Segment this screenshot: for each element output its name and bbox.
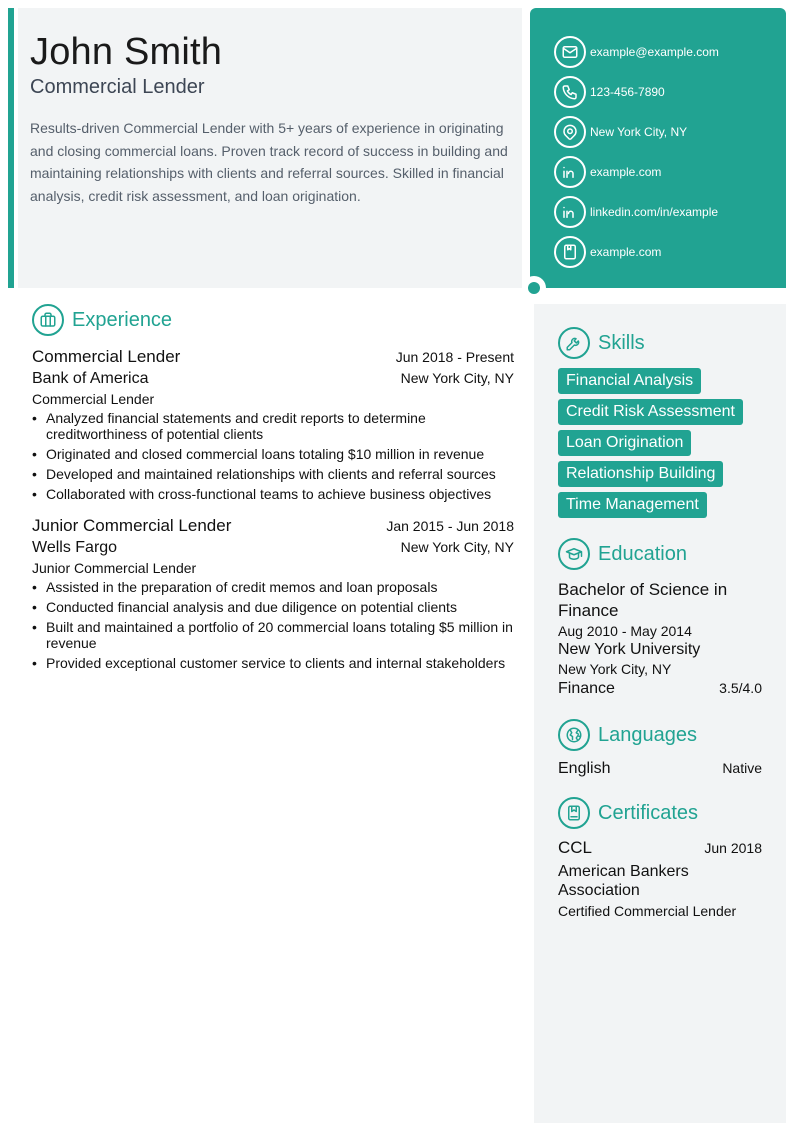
job-bullets	[32, 410, 514, 502]
bullet-item: • Developed and maintained relationships with clients and referral sources	[32, 466, 514, 482]
sidebar	[534, 304, 786, 1123]
job-bullets	[32, 579, 514, 671]
candidate-name: John Smith	[30, 31, 223, 73]
bullet-item: • Analyzed financial statements and credit reports to determine creditworthiness of potential clients	[32, 410, 514, 442]
contact-linkedin[interactable]	[530, 192, 786, 232]
header	[18, 8, 522, 288]
job-dates: Jan 2015 - Jun 2018	[386, 518, 514, 534]
certificates-header	[558, 796, 762, 830]
education-header	[558, 537, 762, 571]
skill-chip: Relationship Building	[558, 461, 723, 487]
certificate-name: CCL	[558, 838, 593, 857]
contact-email[interactable]	[530, 32, 786, 72]
certificates-title: Certificates	[598, 801, 699, 824]
email-text: example@example.com	[590, 45, 719, 59]
skill-chip: Financial Analysis	[558, 368, 701, 394]
skills-list	[558, 368, 762, 523]
summary: Results-driven Commercial Lender with 5+ years of experience in originating and closing commercial loans. Proven track record of success in building and maintaining relationships with clients and referral sources. Skilled in financial analysis, credit risk assessment, and loan origination.	[30, 120, 508, 204]
bullet-item: • Conducted financial analysis and due diligence on potential clients	[32, 599, 514, 615]
job-title: Junior Commercial Lender	[32, 516, 232, 535]
school: New York University	[558, 641, 701, 658]
job-location: New York City, NY	[400, 370, 514, 386]
portfolio-text: example.com	[590, 245, 662, 259]
website-text: example.com	[590, 165, 662, 179]
envelope-icon	[554, 36, 586, 68]
job-company: Bank of America	[32, 370, 149, 387]
skill-chip: Time Management	[558, 492, 707, 518]
languages-header	[558, 718, 762, 752]
skill-chip: Credit Risk Assessment	[558, 399, 743, 425]
portfolio-icon	[554, 236, 586, 268]
contact-phone[interactable]	[530, 72, 786, 112]
contact-panel	[530, 8, 786, 288]
location-text: New York City, NY	[590, 125, 688, 139]
phone-icon	[554, 76, 586, 108]
job-dates: Jun 2018 - Present	[395, 349, 514, 365]
map-pin-icon	[554, 116, 586, 148]
language-name: English	[558, 760, 611, 777]
skills-title: Skills	[598, 331, 645, 354]
bullet-item: • Collaborated with cross-functional teams to achieve business objectives	[32, 486, 514, 502]
briefcase-icon	[32, 304, 64, 336]
linkedin-text: linkedin.com/in/example	[590, 205, 719, 219]
experience-header	[32, 303, 514, 337]
contact-website[interactable]	[530, 152, 786, 192]
education-dates: Aug 2010 - May 2014	[558, 623, 692, 639]
job-entry	[32, 516, 514, 671]
contact-portfolio[interactable]	[530, 232, 786, 272]
certificate-icon	[558, 797, 590, 829]
header-accent-bar	[8, 8, 14, 288]
education-title: Education	[598, 542, 687, 565]
job-title: Commercial Lender	[32, 347, 181, 366]
contact-location	[530, 112, 786, 152]
certificate-issuer: American Bankers Association	[558, 863, 689, 899]
experience-section	[32, 303, 514, 675]
bullet-item: • Originated and closed commercial loans totaling $10 million in revenue	[32, 446, 514, 462]
language-level: Native	[722, 760, 762, 776]
bullet-item: • Assisted in the preparation of credit memos and loan proposals	[32, 579, 514, 595]
gpa: 3.5/4.0	[719, 680, 762, 696]
linkedin-icon	[554, 196, 586, 228]
certificate-date: Jun 2018	[704, 840, 762, 856]
job-role: Commercial Lender	[32, 391, 155, 407]
skills-header	[558, 326, 762, 360]
experience-title: Experience	[72, 308, 173, 331]
candidate-title: Commercial Lender	[30, 76, 205, 98]
timeline-dot	[522, 276, 546, 300]
bullet-item: • Built and maintained a portfolio of 20 commercial loans totaling $5 million in revenue	[32, 619, 514, 651]
globe-icon	[558, 719, 590, 751]
linkedin-icon	[554, 156, 586, 188]
field-of-study: Finance	[558, 680, 615, 697]
degree: Bachelor of Science in Finance	[558, 580, 728, 620]
wrench-icon	[558, 327, 590, 359]
job-entry	[32, 347, 514, 502]
language-item	[558, 760, 762, 778]
job-location: New York City, NY	[400, 539, 514, 555]
job-role: Junior Commercial Lender	[32, 560, 197, 576]
job-company: Wells Fargo	[32, 539, 118, 556]
languages-title: Languages	[598, 723, 697, 746]
bullet-item: • Provided exceptional customer service to clients and internal stakeholders	[32, 655, 514, 671]
certificate-description: Certified Commercial Lender	[558, 903, 737, 919]
graduation-cap-icon	[558, 538, 590, 570]
skill-chip: Loan Origination	[558, 430, 691, 456]
phone-text: 123-456-7890	[590, 85, 665, 99]
school-location: New York City, NY	[558, 661, 672, 677]
